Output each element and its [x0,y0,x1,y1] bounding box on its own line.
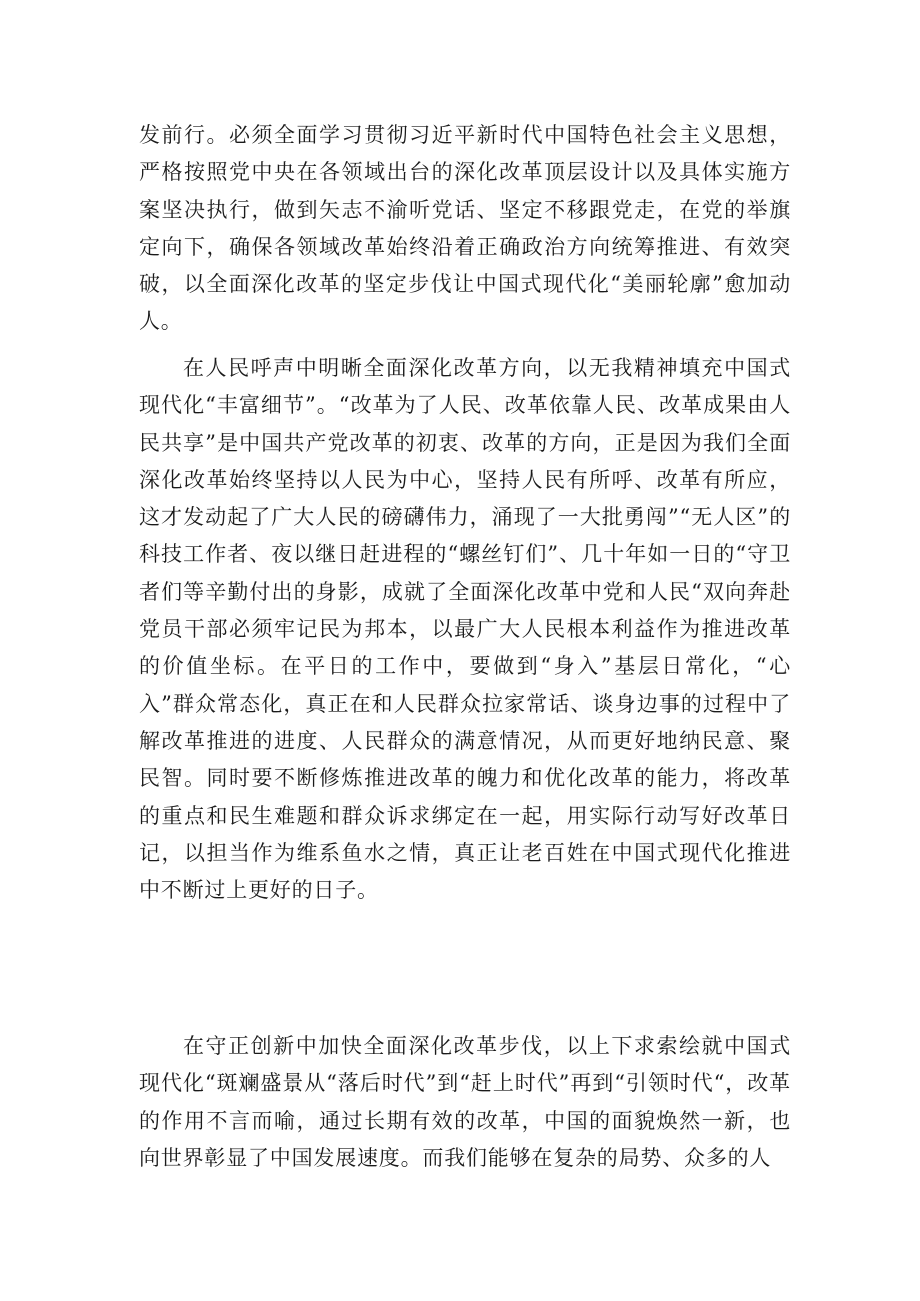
paragraph-people-reform: 在人民呼声中明晰全面深化改革方向，以无我精神填充中国式现代化“丰富细节”。“改革为了人民、改革依靠人民、改革成果由人民共享”是中国共产党改革的初衷、改革的方向，正是因为我们全面深化改革始终坚持以人民为中心，坚持人民有所呼、改革有所应，这才发动起了广大人民的磅礴伟力，涌现了一大批勇闯”“无人区”的科技工作者、夜以继日赶进程的“螺丝钉们”、几十年如一日的“守卫者们等辛勤付出的身影，成就了全面深化改革中党和人民“双向奔赴党员干部必须牢记民为邦本，以最广大人民根本利益作为推进改革的价值坐标。在平日的工作中，要做到“身入”基层日常化，“心入”群众常态化，真正在和人民群众拉家常话、谈身边事的过程中了解改革推进的进度、人民群众的满意情况，从而更好地纳民意、聚民智。同时要不断修炼推进改革的魄力和优化改革的能力，将改革的重点和民生难题和群众诉求绑定在一起，用实际行动写好改革日记，以担当作为维系鱼水之情，真正让老百姓在中国式现代化推进中不断过上更好的日子。 [139,356,791,903]
paragraph-innovation-reform: 在守正创新中加快全面深化改革步伐，以上下求索绘就中国式现代化“斑斓盛景从“落后时代”到“赶上时代”再到“引领时代“，改革的作用不言而喻，通过长期有效的改革，中国的面貌焕然一新，也向世界彰显了中国发展速度。而我们能够在复杂的局势、众多的人 [139,1034,791,1170]
paragraph-continuation: 发前行。必须全面学习贯彻习近平新时代中国特色社会主义思想，严格按照党中央在各领域出台的深化改革顶层设计以及具体实施方案坚决执行，做到矢志不渝听党话、坚定不移跟党走，在党的举旗定向下，确保各领域改革始终沿着正确政治方向统筹推进、有效突破，以全面深化改革的坚定步伐让中国式现代化“美丽轮廓”愈加动人。 [139,123,791,334]
